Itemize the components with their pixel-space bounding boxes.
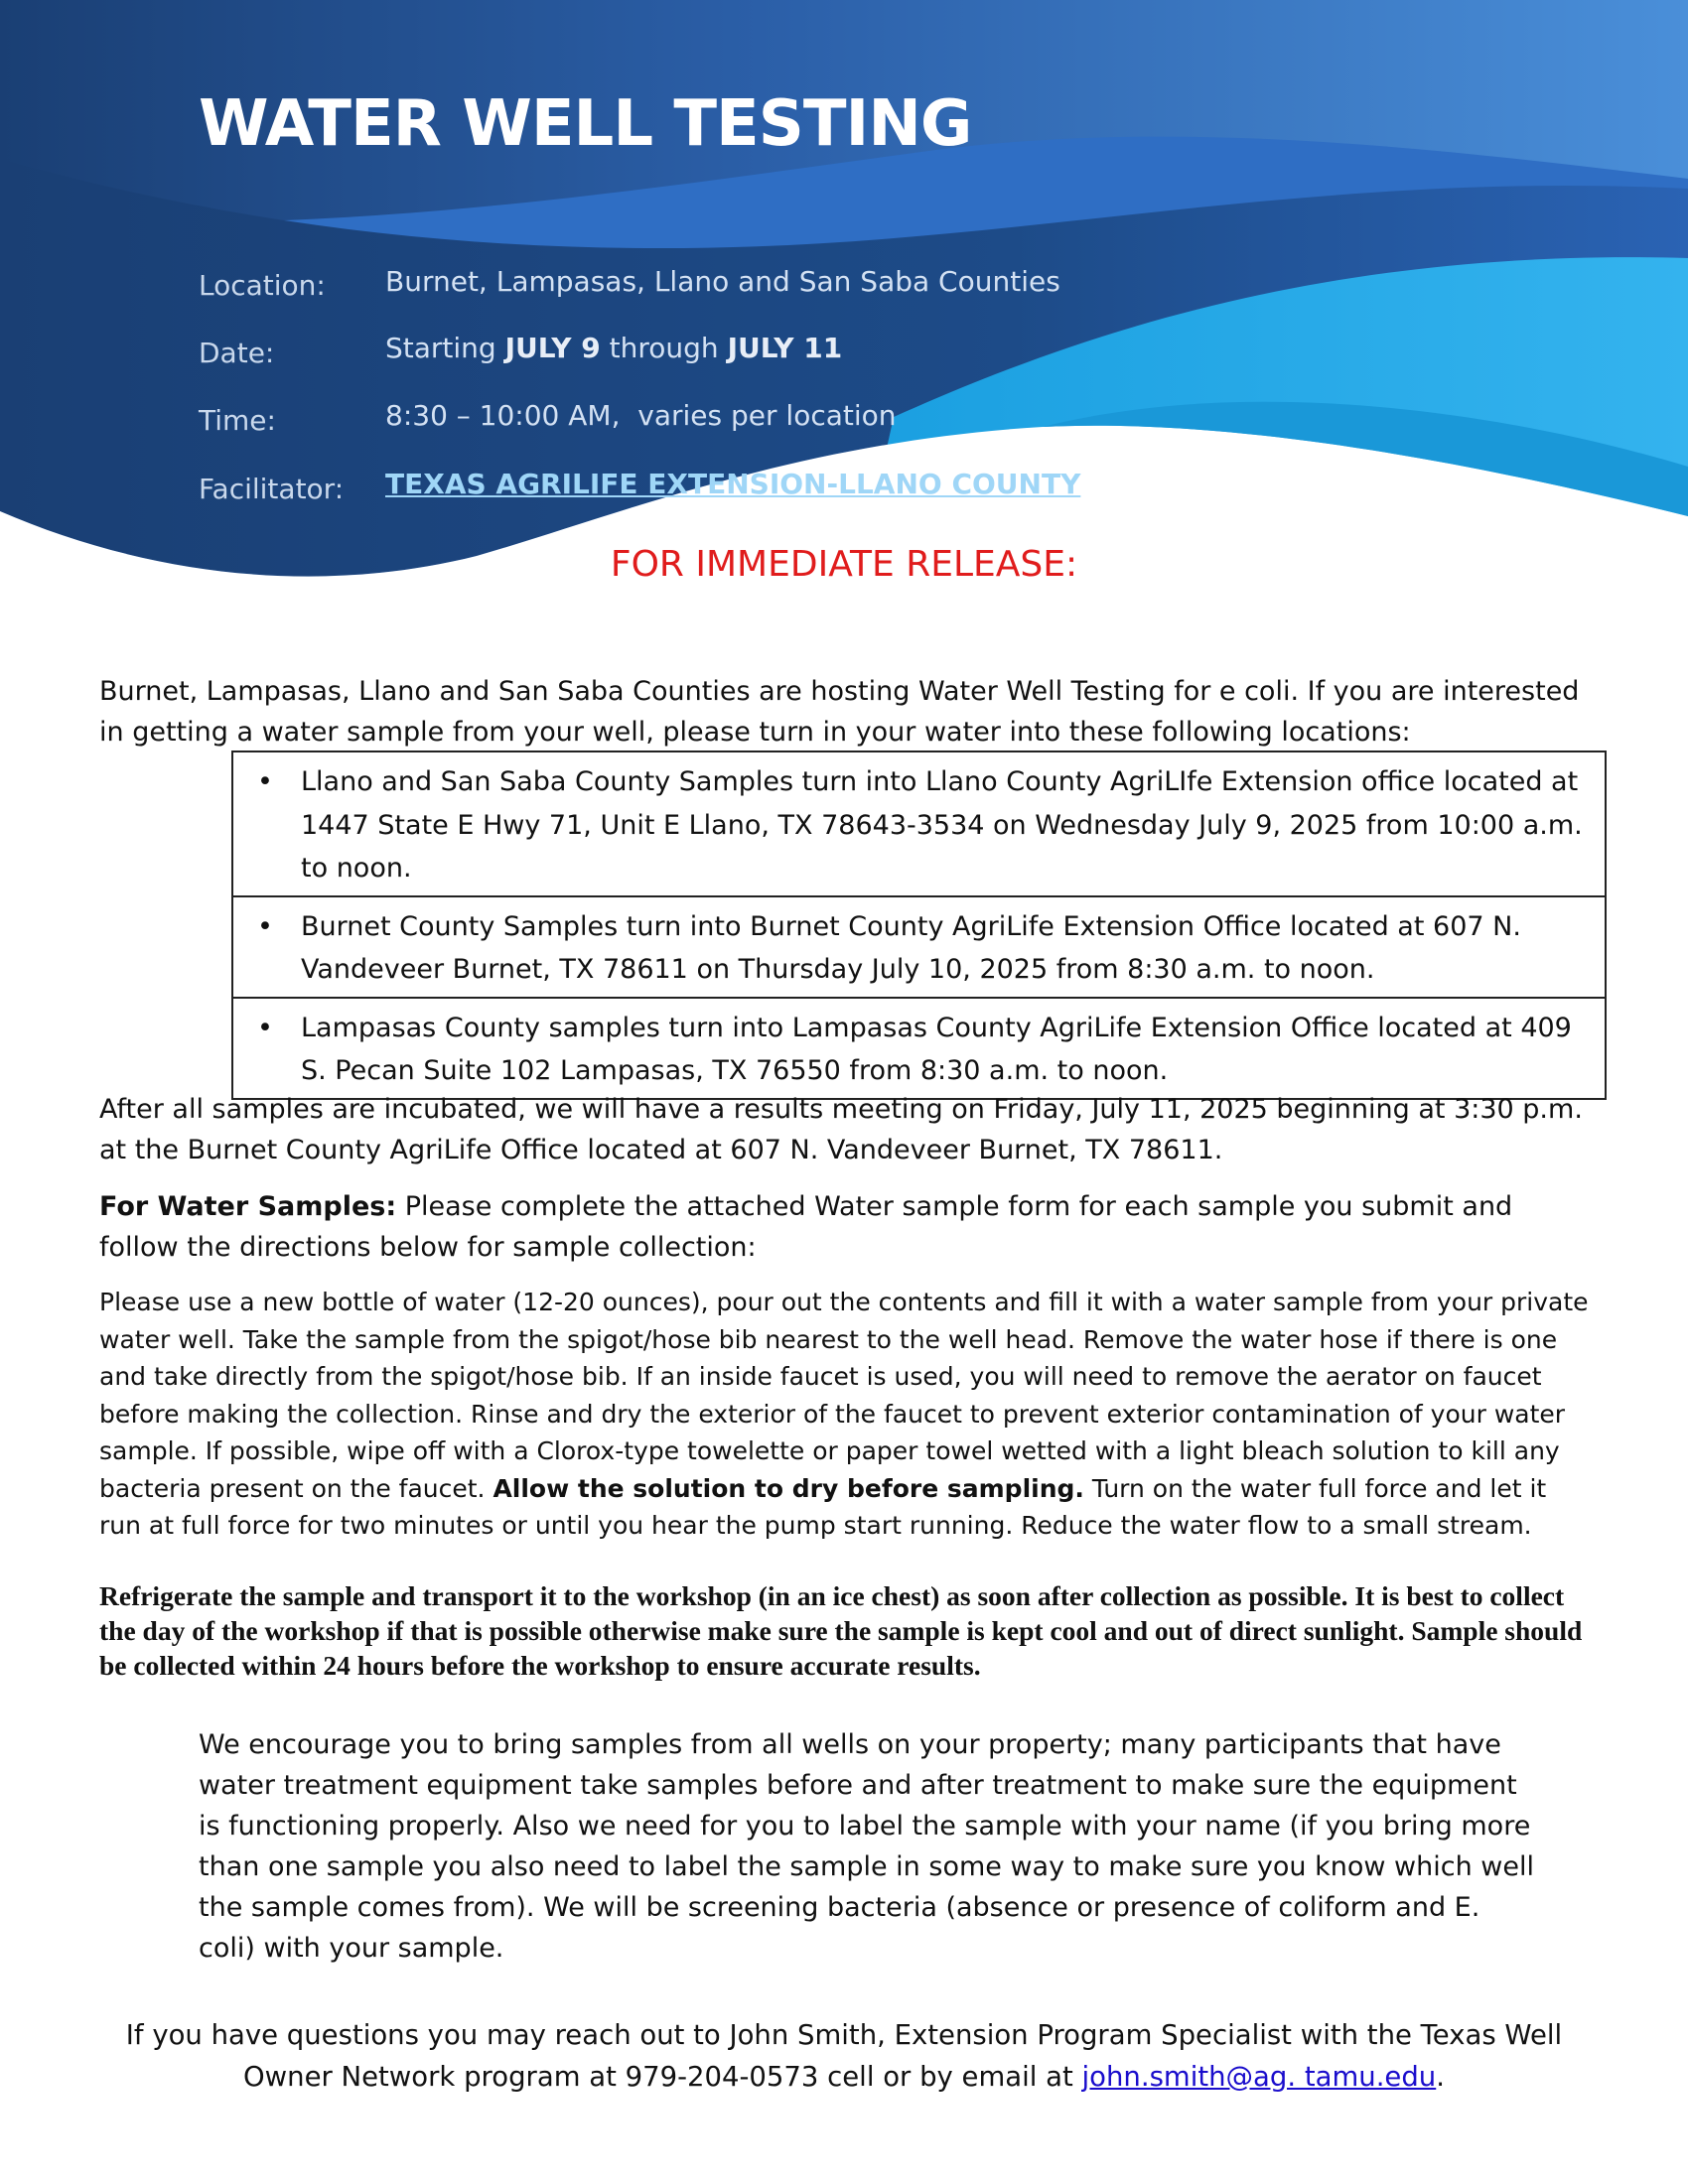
facilitator-value <box>385 468 1080 500</box>
bullet-icon: • <box>257 910 273 942</box>
table-row <box>232 998 1606 1099</box>
instructions-paragraph: Please use a new bottle of water (12-20 ounces), pour out the contents and fill it with a water sample from your private water well. Take the sample from the spigot/hose bib nearest to the well head. Remove the water hose if there is one and take directly from the spigot/hose bib. If an inside faucet is used, you will need to remove the aerator on faucet before making the collection. Rinse and dry the exterior of the faucet to prevent exterior contamination of your water sample. If possible, wipe off with a Clorox-type towelette or paper towel wetted with a light bleach solution to kill any bacteria present on the faucet. Allow the solution to dry before sampling. Turn on the water full force and let it run at full force for two minutes or until you hear the pump start running. Reduce the water flow to a small stream. <box>99 1288 1589 1540</box>
bullet-icon: • <box>257 1012 273 1043</box>
location-item: Burnet County Samples turn into Burnet County AgriLife Extension Office located at 607 N. Vandeveer Burnet, TX 78611 on Thursday July 10, 2025 from 8:30 a.m. to noon. <box>301 910 1521 985</box>
location-value: Burnet, Lampasas, Llano and San Saba Counties <box>385 265 1060 298</box>
date-label: Date: <box>199 337 275 369</box>
location-item: Llano and San Saba County Samples turn into Llano County AgriLIfe Extension office located at 1447 State E Hwy 71, Unit E Llano, TX 78643-3534 on Wednesday July 9, 2025 from 10:00 a.m. to noon. <box>301 766 1583 884</box>
facilitator-link[interactable]: TEXAS AGRILIFE EXTENSION-LLANO COUNTY <box>385 468 1081 500</box>
facilitator-label: Facilitator: <box>199 473 345 505</box>
table-row <box>232 896 1606 998</box>
table-row <box>232 751 1606 896</box>
refrigerate-paragraph: Refrigerate the sample and transport it to the workshop (in an ice chest) as soon after collection as possible. It is best to collect the day of the workshop if that is possible otherwise make sure the sample is kept cool and out of direct sunlight. Sample should be collected within 24 hours before the workshop to ensure accurate results. <box>99 1580 1583 1681</box>
water-samples-heading: For Water Samples: <box>99 1191 397 1222</box>
time-value: 8:30 – 10:00 AM, varies per location <box>385 399 897 432</box>
location-label: Location: <box>199 269 326 302</box>
immediate-release-heading: FOR IMMEDIATE RELEASE: <box>610 544 1078 585</box>
contact-email-link[interactable]: john.smith@ag. tamu.edu <box>1081 2061 1437 2093</box>
location-item: Lampasas County samples turn into Lampasas County AgriLife Extension Office located at 409 S. Pecan Suite 102 Lampasas, TX 76550 from 8:30 a.m. to noon. <box>301 1012 1572 1086</box>
bullet-icon: • <box>257 766 273 797</box>
results-paragraph: After all samples are incubated, we will have a results meeting on Friday, July 11, 2025 beginning at 3:30 p.m. at the Burnet County AgriLife Office located at 607 N. Vandeveer Burnet, TX 78611. <box>99 1094 1583 1165</box>
intro-paragraph: Burnet, Lampasas, Llano and San Saba Counties are hosting Water Well Testing for e coli. If you are interested in getting a water sample from your well, please turn in your water into these following locations: <box>99 676 1580 748</box>
contact-paragraph: If you have questions you may reach out to John Smith, Extension Program Specialist with the Texas Well Owner Network program at 979-204-0573 cell or by email at john.smith@ag. tamu.edu. <box>125 2019 1563 2093</box>
instructions-bold: Allow the solution to dry before sampling. <box>492 1473 1084 1503</box>
time-label: Time: <box>199 404 276 437</box>
locations-table <box>231 751 1607 1100</box>
date-value: Starting JULY 9 through JULY 11 <box>385 332 843 364</box>
page-title: WATER WELL TESTING <box>199 87 972 161</box>
encourage-paragraph: We encourage you to bring samples from all wells on your property; many participants that have water treatment equipment take samples before and after treatment to make sure the equipment is functioning properly. Also we need for you to label the sample with your name (if you bring more than one sample you also need to label the sample in some way to make sure you know which well the sample comes from). We will be screening bacteria (absence or presence of coliform and E. coli) with your sample. <box>199 1729 1534 1964</box>
water-samples-paragraph: For Water Samples: Please complete the attached Water sample form for each sample you submit and follow the directions below for sample collection: <box>99 1191 1513 1263</box>
